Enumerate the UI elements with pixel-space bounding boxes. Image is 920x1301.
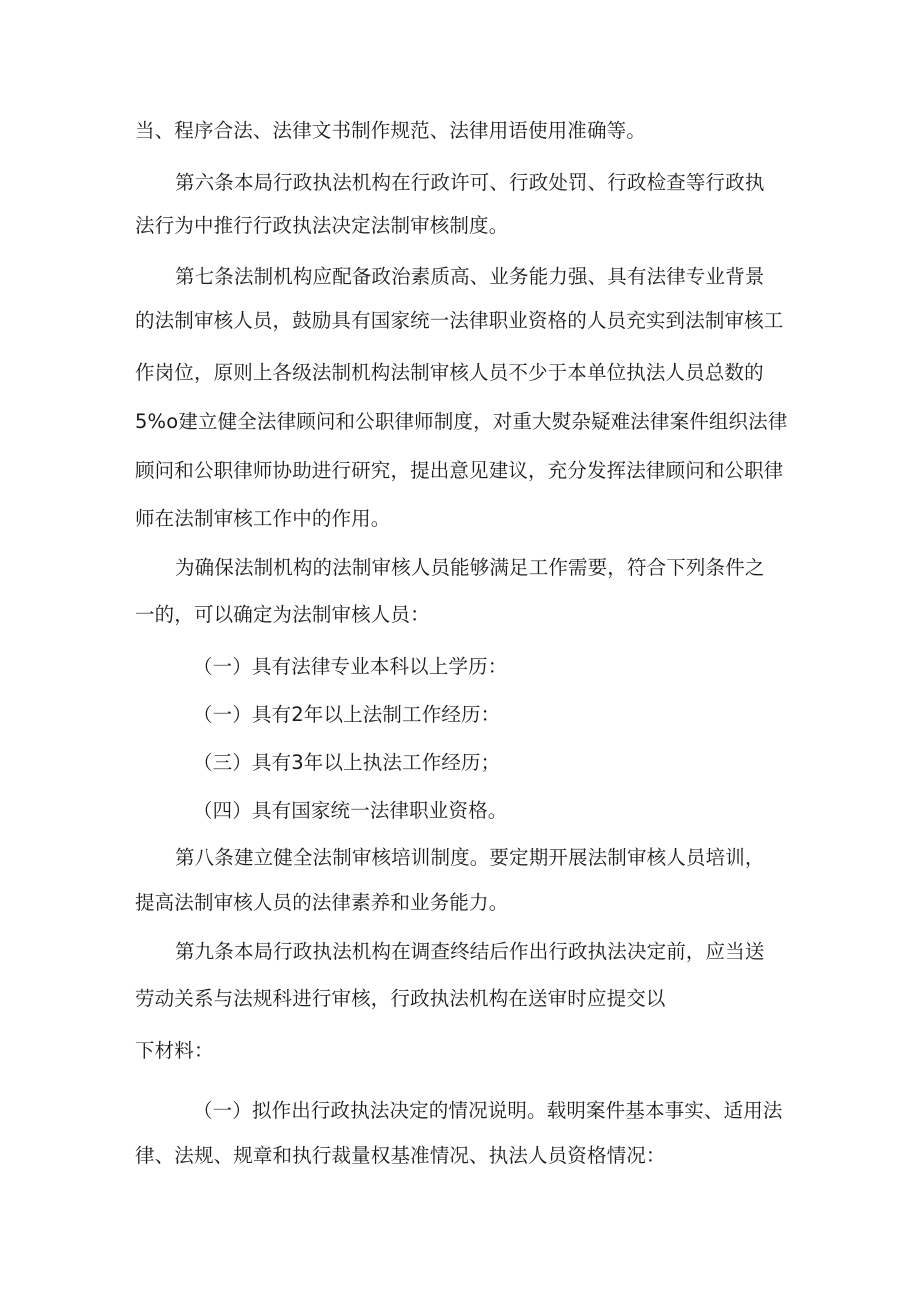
article-6-line-2: 法行为中推行行政执法决定法制审核制度。 — [135, 214, 509, 237]
material-item-1-line-1: （一）拟作出行政执法决定的情况说明。载明案件基本事实、适用法 — [193, 1099, 783, 1122]
text-line-1: 当、程序合法、法律文书制作规范、法律用语使用准确等。 — [135, 119, 646, 142]
condition-item-4: （四）具有国家统一法律职业资格。 — [193, 799, 508, 822]
article-7-line-3: 作岗位，原则上各级法制机构法制审核人员不少于本单位执法人员总数的 — [135, 361, 764, 384]
conditions-intro-line-1: 为确保法制机构的法制审核人员能够满足工作需要，符合下列条件之 — [175, 556, 765, 579]
article-6-line-1: 第六条本局行政执法机构在行政许可、行政处罚、行政检查等行政执 — [175, 171, 765, 194]
condition-item-1: （一）具有法律专业本科以上学历： — [193, 655, 508, 678]
material-item-1-line-2: 律、法规、规章和执行裁量权基准情况、执法人员资格情况： — [135, 1144, 666, 1167]
article-8-line-2: 提高法制审核人员的法律素养和业务能力。 — [135, 891, 509, 914]
condition-item-3: （三）具有3年以上执法工作经历； — [193, 751, 501, 774]
article-9-line-3: 下材料： — [135, 1039, 214, 1062]
article-7-line-4: 5%o建立健全法律顾问和公职律师制度，对重大熨杂疑难法律案件组织法律 — [135, 410, 788, 433]
condition-item-2: （一）具有2年以上法制工作经历： — [193, 703, 501, 726]
article-9-line-2: 劳动关系与法规科进行审核，行政执法机构在送审时应提交以 — [135, 987, 666, 1010]
article-7-line-6: 师在法制审核工作中的作用。 — [135, 507, 391, 530]
article-8-line-1: 第八条建立健全法制审核培训制度。要定期开展法制审核人员培训， — [175, 846, 765, 869]
conditions-intro-line-2: 一的，可以确定为法制审核人员： — [135, 603, 430, 626]
article-7-line-2: 的法制审核人员，鼓励具有国家统一法律职业资格的人员充实到法制审核工 — [135, 309, 784, 332]
article-9-line-1: 第九条本局行政执法机构在调查终结后作出行政执法决定前，应当送 — [175, 940, 765, 963]
article-7-line-1: 第七条法制机构应配备政治素质高、业务能力强、具有法律专业背景 — [175, 265, 765, 288]
article-7-line-5: 顾问和公职律师协助进行研究，提出意见建议，充分发挥法律顾问和公职律 — [135, 459, 784, 482]
